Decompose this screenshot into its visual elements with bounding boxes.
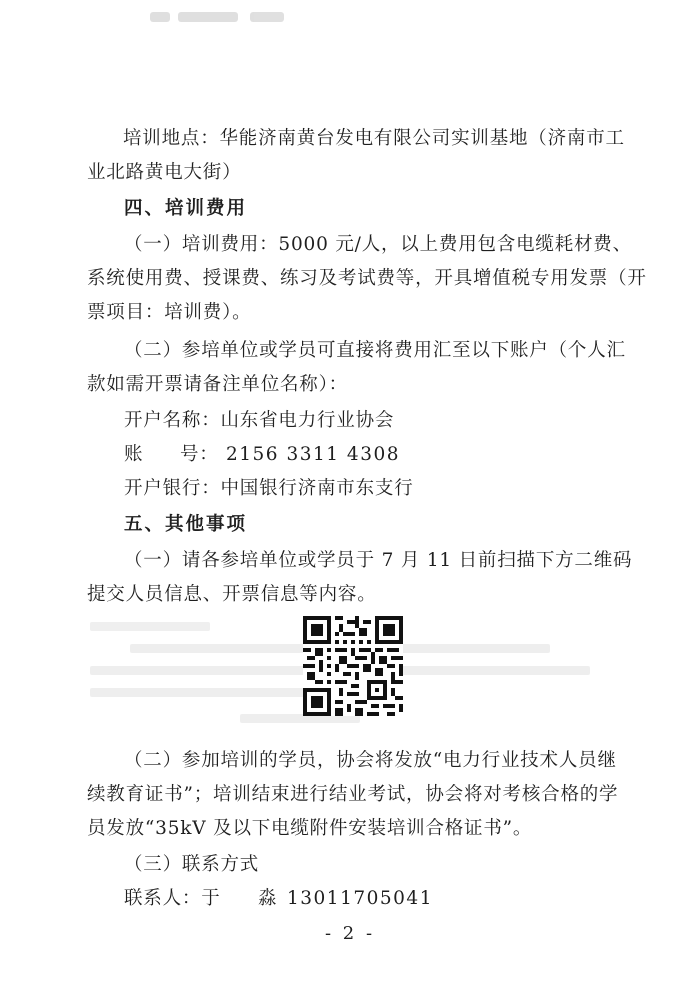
cert-line-1: （二）参加培训的学员，协会将发放“电力行业技术人员继 (124, 750, 617, 771)
remit-line-2: 款如需开票请备注单位名称）： (87, 374, 348, 395)
bleed-through-text (150, 8, 300, 26)
contact-title: （三）联系方式 (124, 854, 260, 875)
qr-code-image (303, 616, 403, 716)
fee-line-2: 系统使用费、授课费、练习及考试费等，开具增值税专用发票（开 (87, 268, 647, 289)
location-line-1: 培训地点：华能济南黄台发电有限公司实训基地（济南市工 (123, 128, 625, 149)
section-5-title: 五、其他事项 (124, 514, 248, 535)
account-number-label: 账 (124, 444, 144, 465)
other-line-2: 提交人员信息、开票信息等内容。 (87, 584, 377, 605)
section-4-title: 四、培训费用 (124, 198, 248, 219)
page-number: - 2 - (324, 923, 376, 944)
contact-label: 联系人：于 (124, 888, 221, 909)
contact-name: 淼 (258, 888, 278, 909)
location-line-2: 业北路黄电大街） (87, 162, 242, 183)
cert-line-2: 续教育证书”；培训结束进行结业考试，协会将对考核合格的学 (87, 784, 619, 805)
remit-line-1: （二）参培单位或学员可直接将费用汇至以下账户（个人汇 (124, 340, 626, 361)
other-line-1: （一）请各参培单位或学员于 7 月 11 日前扫描下方二维码 (124, 550, 633, 571)
qr-code[interactable] (303, 616, 403, 716)
cert-line-3: 员发放“35kV 及以下电缆附件安装培训合格证书”。 (87, 818, 533, 839)
fee-line-3: 票项目：培训费）。 (87, 302, 252, 323)
account-name-line: 开户名称：山东省电力行业协会 (124, 410, 395, 431)
contact-phone: 13011705041 (287, 888, 433, 909)
fee-line-1: （一）培训费用：5000 元/人，以上费用包含电缆耗材费、 (124, 234, 632, 255)
account-bank-line: 开户银行：中国银行济南市东支行 (124, 478, 414, 499)
account-number-label-2: 号： (180, 444, 219, 465)
account-number-value: 2156 3311 4308 (226, 444, 401, 465)
